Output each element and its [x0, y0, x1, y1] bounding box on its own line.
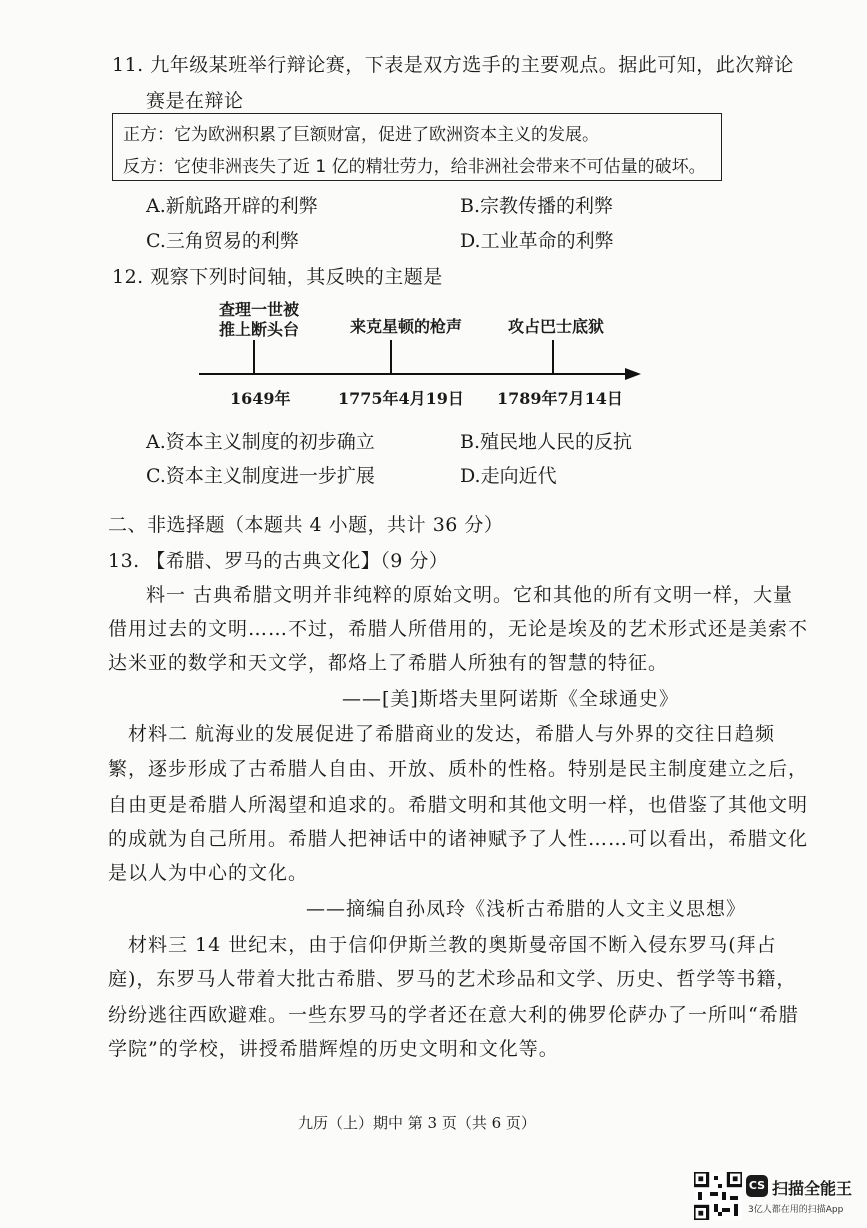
q11-option-b: B.宗教传播的利弊: [460, 195, 614, 217]
timeline-date-2: 1775年4月19日: [338, 389, 464, 408]
qr-code-icon: [694, 1172, 742, 1220]
q11-option-d: D.工业革命的利弊: [460, 230, 614, 252]
camscanner-brand: 扫描全能王: [772, 1179, 853, 1198]
timeline-event-2-label: 来克星顿的枪声: [349, 317, 462, 336]
material-2-line-2: 繁，逐步形成了古希腊人自由、开放、质朴的性格。特别是民主制度建立之后，: [108, 758, 809, 780]
camscanner-tagline: 3亿人都在用的扫描App: [748, 1205, 844, 1215]
page-footer: 九历（上）期中 第 3 页（共 6 页）: [298, 1114, 536, 1132]
q12-option-b: B.殖民地人民的反抗: [460, 431, 633, 453]
material-2-line-4: 的成就为自己所用。希腊人把神话中的诸神赋予了人性……可以看出，希腊文化: [108, 828, 809, 850]
q12-option-a: A.资本主义制度的初步确立: [146, 431, 375, 453]
material-3-line-1: 材料三 14 世纪末，由于信仰伊斯兰教的奥斯曼帝国不断入侵东罗马(拜占: [128, 934, 777, 956]
material-3-line-3: 纷纷逃往西欧避难。一些东罗马的学者还在意大利的佛罗伦萨办了一所叫“希腊: [108, 1004, 799, 1026]
con-viewpoint: 反方：它使非洲丧失了近 1 亿的精壮劳力，给非洲社会带来不可估量的破坏。: [123, 157, 706, 177]
q12-option-c: C.资本主义制度进一步扩展: [146, 465, 375, 487]
timeline-event-1-label: 查理一世被 推上断头台: [218, 300, 299, 339]
timeline-date-3: 1789年7月14日: [497, 389, 623, 408]
material-2-source: ——摘编自孙凤玲《浅析古希腊的人文主义思想》: [306, 898, 747, 920]
material-3-line-2: 庭)，东罗马人带着大批古希腊、罗马的艺术珍品和文学、历史、哲学等书籍，: [108, 968, 797, 990]
q11-option-a: A.新航路开辟的利弊: [146, 195, 318, 217]
q13-title: 13. 【希腊、罗马的古典文化】（9 分）: [108, 550, 449, 572]
material-1-line-2: 借用过去的文明……不过，希腊人所借用的，无论是埃及的艺术形式还是美索不: [108, 618, 809, 640]
timeline-date-1: 1649年: [230, 389, 291, 408]
material-3-line-4: 学院”的学校，讲授希腊辉煌的历史文明和文化等。: [108, 1038, 559, 1060]
pro-viewpoint: 正方：它为欧洲积累了巨额财富，促进了欧洲资本主义的发展。: [123, 125, 599, 145]
q12-stem: 12. 观察下列时间轴，其反映的主题是: [112, 266, 443, 288]
q12-option-d: D.走向近代: [460, 465, 557, 487]
camscanner-logo-icon: CS: [746, 1175, 768, 1197]
q11-option-c: C.三角贸易的利弊: [146, 230, 299, 252]
material-2-line-1: 材料二 航海业的发展促进了希腊商业的发达，希腊人与外界的交往日趋频: [128, 723, 776, 745]
q11-stem-line1: 11. 九年级某班举行辩论赛，下表是双方选手的主要观点。据此可知，此次辩论: [112, 54, 794, 76]
section-2-title: 二、非选择题（本题共 4 小题，共计 36 分）: [108, 514, 504, 536]
debate-table: [112, 113, 722, 181]
material-1-source: ——[美]斯塔夫里阿诺斯《全球通史》: [342, 688, 679, 710]
material-1-line-1: 料一 古典希腊文明并非纯粹的原始文明。它和其他的所有文明一样，大量: [146, 584, 794, 606]
timeline-arrow-icon: [625, 368, 641, 380]
material-2-line-5: 是以人为中心的文化。: [108, 862, 309, 884]
material-1-line-3: 达米亚的数学和天文学，都烙上了希腊人所独有的智慧的特征。: [108, 652, 669, 674]
timeline-axis: [195, 338, 650, 384]
timeline-event-3-label: 攻占巴士底狱: [507, 317, 604, 336]
material-2-line-3: 自由更是希腊人所渴望和追求的。希腊文明和其他文明一样，也借鉴了其他文明: [108, 794, 809, 816]
q11-stem-line2: 赛是在辩论: [146, 90, 244, 112]
